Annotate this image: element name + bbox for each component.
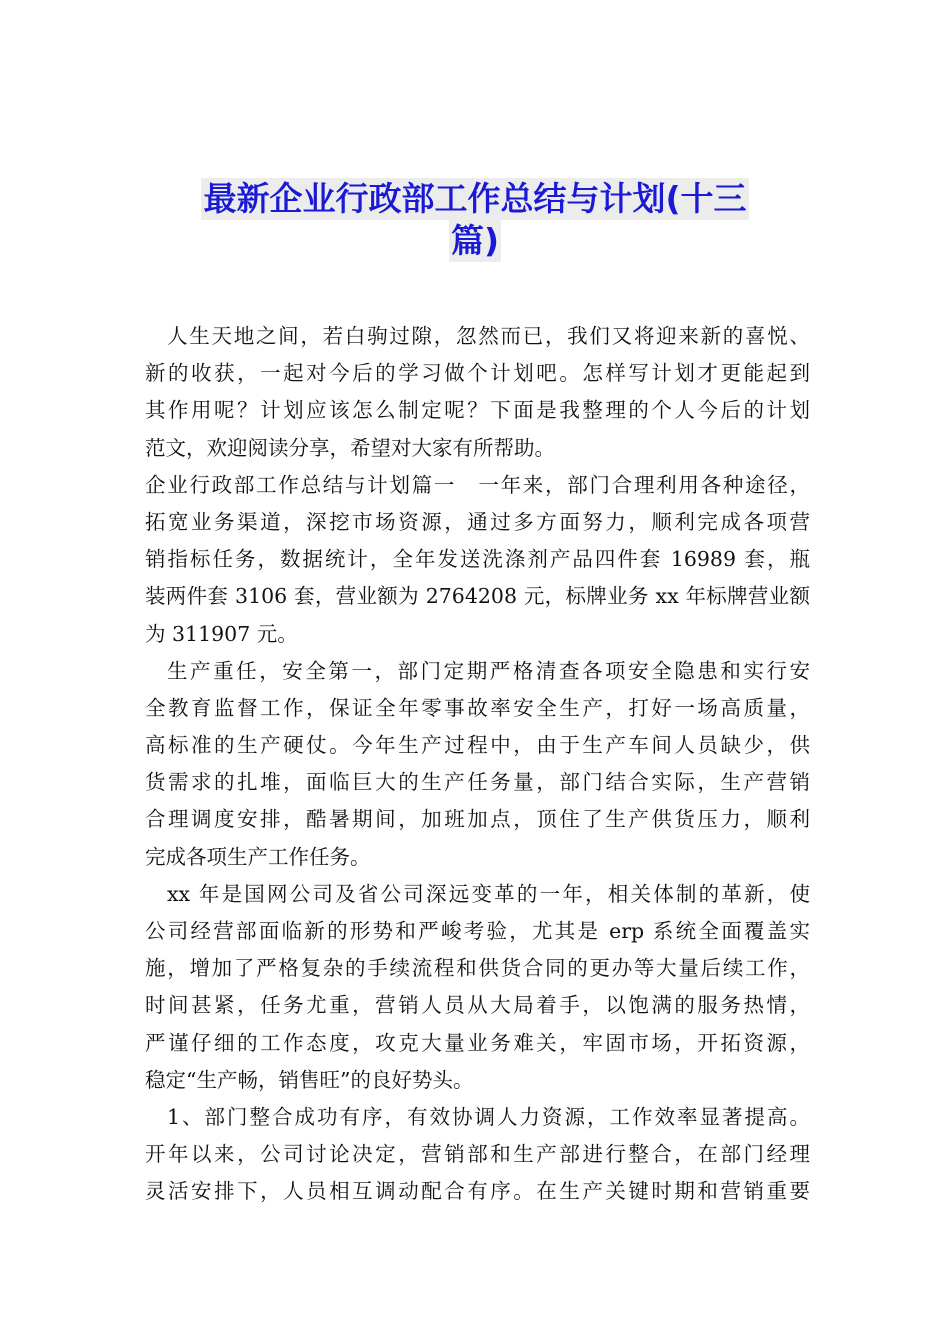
document-body [145, 318, 810, 1211]
body-line: 范文，欢迎阅读分享，希望对大家有所帮助。 [145, 435, 555, 460]
body-line: 稳定“生产畅，销售旺”的良好势头。 [145, 1067, 474, 1092]
body-line: 灵活安排下，人员相互调动配合有序。在生产关键时期和营销重要 [145, 1179, 810, 1204]
title-line-2: 篇) [450, 221, 500, 260]
body-line: 装两件套 3106 套，营业额为 2764208 元，标牌业务 xx 年标牌营业额 [145, 584, 810, 609]
body-line: 企业行政部工作总结与计划篇一 一年来，部门合理利用各种途径， [145, 472, 810, 497]
body-line: 其作用呢？计划应该怎么制定呢？下面是我整理的个人今后的计划 [145, 398, 810, 423]
body-line: 为 311907 元。 [145, 621, 298, 646]
document-title [140, 178, 810, 262]
body-line: 人生天地之间，若白驹过隙，忽然而已，我们又将迎来新的喜悦、 [167, 324, 810, 348]
body-line: 公司经营部面临新的形势和严峻考验，尤其是 erp 系统全面覆盖实 [145, 919, 810, 943]
body-line: 高标准的生产硬仗。今年生产过程中，由于生产车间人员缺少，供 [145, 733, 810, 758]
body-line: 货需求的扎堆，面临巨大的生产任务量，部门结合实际，生产营销 [145, 770, 810, 795]
body-line: 时间甚紧，任务尤重，营销人员从大局着手，以饱满的服务热情， [145, 993, 810, 1018]
body-line: 开年以来，公司讨论决定，营销部和生产部进行整合，在部门经理 [145, 1142, 810, 1167]
body-line: 1、部门整合成功有序，有效协调人力资源，工作效率显著提高。 [167, 1104, 810, 1129]
body-line: 施，增加了严格复杂的手续流程和供货合同的更办等大量后续工作， [145, 956, 810, 981]
title-line-1: 最新企业行政部工作总结与计划(十三 [203, 179, 747, 218]
body-line: 严谨仔细的工作态度，攻克大量业务难关，牢固市场，开拓资源， [145, 1030, 810, 1055]
body-line: 生产重任，安全第一，部门定期严格清查各项安全隐患和实行安 [167, 658, 810, 683]
body-line: 完成各项生产工作任务。 [145, 844, 371, 869]
body-line: 新的收获，一起对今后的学习做个计划吧。怎样写计划才更能起到 [145, 361, 810, 386]
body-line: 拓宽业务渠道，深挖市场资源，通过多方面努力，顺利完成各项营 [145, 509, 810, 534]
body-line: xx 年是国网公司及省公司深远变革的一年，相关体制的革新，使 [167, 881, 810, 906]
body-line: 销指标任务，数据统计，全年发送洗涤剂产品四件套 16989 套，瓶 [145, 547, 810, 572]
body-line: 合理调度安排，酷暑期间，加班加点，顶住了生产供货压力，顺利 [145, 807, 810, 832]
body-line: 全教育监督工作，保证全年零事故率安全生产，打好一场高质量， [145, 695, 810, 720]
